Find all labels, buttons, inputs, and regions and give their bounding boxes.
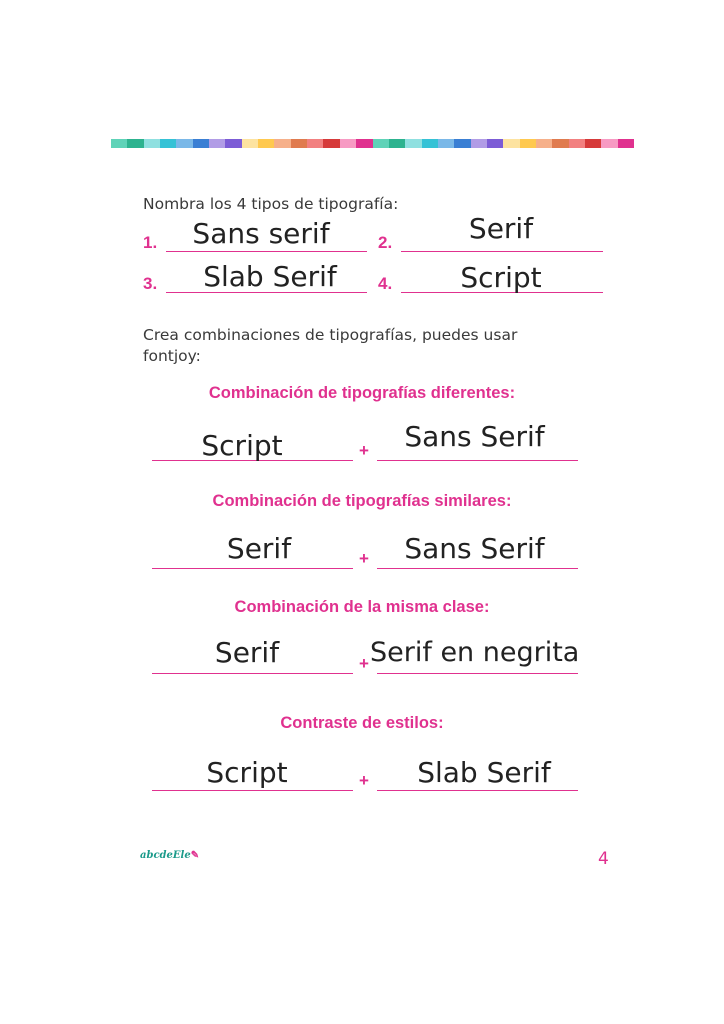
stripe-segment	[552, 139, 568, 148]
combo-line-right-3	[377, 673, 578, 674]
stripe-segment	[405, 139, 421, 148]
answer-1: Sans serif	[192, 217, 330, 250]
combo-right-2: Sans Serif	[404, 532, 545, 565]
page-number: 4	[598, 849, 609, 869]
answer-4: Script	[460, 261, 542, 294]
combo-heading-2: Combinación de tipografías similares:	[212, 492, 512, 510]
stripe-segment	[601, 139, 617, 148]
stripe-segment	[323, 139, 339, 148]
answer-2: Serif	[468, 212, 534, 245]
stripe-segment	[225, 139, 241, 148]
stripe-segment	[176, 139, 192, 148]
item-number-4: 4.	[378, 274, 393, 293]
stripe-segment	[422, 139, 438, 148]
stripe-segment	[144, 139, 160, 148]
stripe-segment	[111, 139, 127, 148]
stripe-segment	[373, 139, 389, 148]
combo-heading-1: Combinación de tipografías diferentes:	[208, 384, 516, 402]
plus-sign-4: +	[359, 771, 369, 790]
stripe-segment	[389, 139, 405, 148]
stripe-segment	[209, 139, 225, 148]
stripe-segment	[438, 139, 454, 148]
combo-heading-3: Combinación de la misma clase:	[234, 598, 490, 616]
item-number-1: 1.	[143, 233, 158, 252]
answer-3: Slab Serif	[203, 260, 337, 293]
combo-right-3: Serif en negrita	[370, 637, 580, 668]
combo-left-1: Script	[201, 429, 283, 462]
combo-line-left-4	[152, 790, 353, 791]
stripe-segment	[471, 139, 487, 148]
stripe-segment	[307, 139, 323, 148]
stripe-segment	[356, 139, 372, 148]
stripe-segment	[454, 139, 470, 148]
combo-right-1: Sans Serif	[404, 420, 545, 453]
stripe-segment	[291, 139, 307, 148]
answer-line-2	[401, 251, 603, 252]
stripe-segment	[127, 139, 143, 148]
combo-right-4: Slab Serif	[417, 756, 551, 789]
stripe-segment	[242, 139, 258, 148]
combo-line-left-2	[152, 568, 353, 569]
item-number-2: 2.	[378, 233, 393, 252]
combo-left-3: Serif	[214, 636, 280, 669]
item-number-3: 3.	[143, 274, 158, 293]
combo-line-right-2	[377, 568, 578, 569]
combo-line-right-1	[377, 460, 578, 461]
stripe-segment	[520, 139, 536, 148]
answer-line-1	[166, 251, 367, 252]
stripe-segment	[160, 139, 176, 148]
plus-sign-1: +	[359, 441, 369, 460]
combo-left-2: Serif	[226, 532, 292, 565]
stripe-segment	[585, 139, 601, 148]
stripe-segment	[274, 139, 290, 148]
combo-line-left-3	[152, 673, 353, 674]
pencil-icon: ✎	[190, 850, 200, 861]
section1-prompt: Nombra los 4 tipos de tipografía:	[143, 195, 399, 213]
color-stripe	[111, 139, 634, 148]
stripe-segment	[618, 139, 634, 148]
section2-prompt-line2: fontjoy:	[143, 347, 201, 365]
brand-logo	[140, 850, 199, 861]
brand-logo-text: abcdeEle	[140, 850, 191, 861]
section2-prompt	[143, 325, 517, 367]
stripe-segment	[340, 139, 356, 148]
stripe-segment	[193, 139, 209, 148]
combo-heading-4: Contraste de estilos:	[280, 714, 444, 732]
stripe-segment	[536, 139, 552, 148]
combo-left-4: Script	[206, 756, 288, 789]
stripe-segment	[487, 139, 503, 148]
section2-prompt-line1: Crea combinaciones de tipografías, puedes usar	[143, 326, 518, 344]
stripe-segment	[569, 139, 585, 148]
plus-sign-3: +	[359, 654, 369, 673]
stripe-segment	[503, 139, 519, 148]
combo-line-right-4	[377, 790, 578, 791]
plus-sign-2: +	[359, 549, 369, 568]
stripe-segment	[258, 139, 274, 148]
